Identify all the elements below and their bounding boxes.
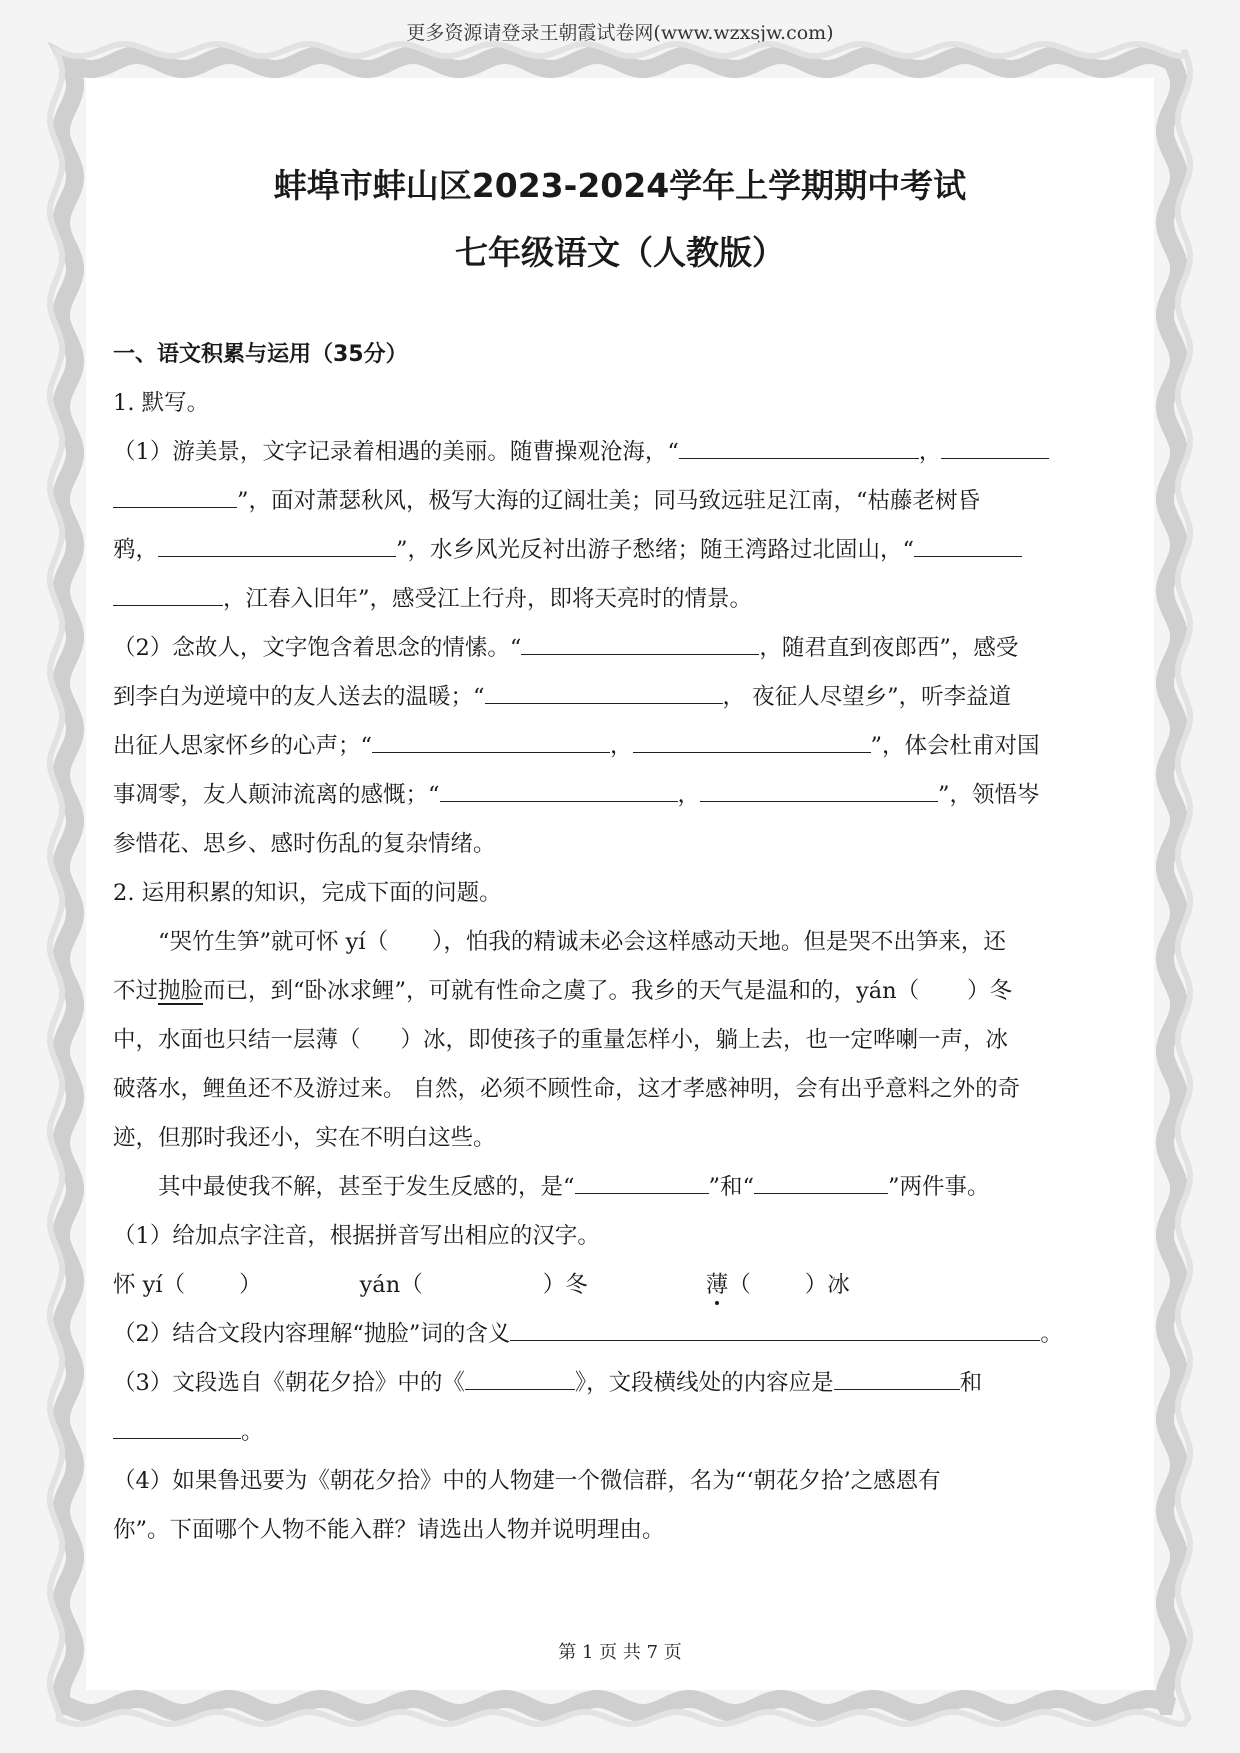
passage-line4: 破落水，鲤鱼还不及游过来。 自然，必须不顾性命，这才孝感神明，会有出乎意料之外的奇 [113,1076,1021,1102]
text: ） [239,1272,262,1298]
exam-subtitle: 七年级语文（人教版） [455,233,785,272]
answer-blank[interactable] [485,673,723,704]
text: ，江春入旧年”，感受江上行舟，即将天亮时的情景。 [223,586,753,612]
q1-part2-line5: 参惜花、思乡、感时伤乱的复杂情绪。 [113,831,496,857]
exam-content [113,330,1125,1555]
text: 鸦， [113,537,159,563]
answer-blank[interactable] [633,722,871,753]
text: ）冰 [804,1272,850,1298]
passage-line5: 迹，但那时我还小，实在不明白这些。 [113,1125,496,1151]
q1-part2-line4 [113,771,1125,820]
answer-blank[interactable] [113,477,237,508]
exam-title: 蚌埠市蚌山区2023-2024学年上学期期中考试 [273,166,967,205]
q2-sub4-line2: 你”。下面哪个人物不能入群？请选出人物并说明理由。 [113,1517,665,1543]
section-heading: 一、语文积累与运用（35分） [113,342,408,367]
q2-sub4-line1: （4）如果鲁迅要为《朝花夕拾》中的人物建一个微信群，名为“‘朝花夕拾’之感恩有 [113,1468,941,1494]
text: ”，面对萧瑟秋风，极写大海的辽阔壮美；同马致远驻足江南，“枯藤老树昏 [237,488,981,514]
text: ），怕我的精诚未必会这样感动天地。但是哭不出笋来，还 [432,929,1006,955]
underlined-word: 抛脸 [158,978,204,1004]
answer-blank[interactable] [113,575,223,606]
page-number: 第 1 页 共 7 页 [558,1642,682,1663]
answer-blank[interactable] [465,1359,575,1390]
answer-blank[interactable] [679,428,919,459]
text: 。 [1040,1321,1063,1347]
text: 怀 yí（ [113,1272,186,1298]
text: （2）结合文段内容理解“抛脸”词的含义 [113,1321,511,1347]
text: 不过 [113,978,159,1004]
text: ”两件事。 [888,1174,990,1200]
q1-part1-line4 [113,575,1125,624]
text: yán（ [359,1272,423,1298]
text: 和 [959,1370,983,1396]
text: 》，文段横线处的内容应是 [574,1370,834,1396]
answer-blank[interactable] [113,1408,241,1439]
text: 而已，到“卧冰求鲤”，可就有性命之虞了。我乡的天气是温和的，yán（ [203,978,920,1004]
text: ， 夜征人尽望乡”，听李益道 [722,684,1012,710]
text: ”，体会杜甫对国 [870,733,1040,759]
answer-blank[interactable] [914,526,1022,557]
text: 中，水面也只结一层薄（ [113,1027,361,1053]
text: （ [728,1272,751,1298]
q1-part2-line3 [113,722,1125,771]
answer-blank[interactable] [754,1163,888,1194]
q1-part2-line1 [113,624,1125,673]
q2-sub1-items [113,1261,1125,1310]
text: （2）念故人，文字饱含着思念的情愫。“ [113,635,522,661]
text: ， [918,439,942,465]
answer-blank[interactable] [510,1310,1040,1341]
q2-sub1-label: （1）给加点字注音，根据拼音写出相应的汉字。 [113,1223,600,1249]
answer-blank[interactable] [372,722,610,753]
text: ）冰，即使孩子的重量怎样小，躺上去，也一定哗喇一声，冰 [400,1027,1009,1053]
text: （1）游美景，文字记录着相遇的美丽。随曹操观沧海，“ [113,439,679,465]
q2-sub3-line1 [113,1359,1125,1408]
text: “哭竹生笋”就可怀 yí（ [158,929,389,955]
question-2-label: 2. 运用积累的知识，完成下面的问题。 [113,880,502,906]
answer-blank[interactable] [575,1163,709,1194]
text: （3）文段选自《朝花夕拾》中的《 [113,1370,465,1396]
passage-line3 [113,1016,1125,1065]
q2-sub2 [113,1310,1125,1359]
site-header-note: 更多资源请登录王朝霞试卷网(www.wzxsjw.com) [406,22,834,44]
text: 其中最使我不解，甚至于发生反感的，是“ [158,1174,575,1200]
text: 到李白为逆境中的友人送去的温暖；“ [113,684,485,710]
text: ，随君直到夜郎西”，感受 [759,635,1019,661]
answer-blank[interactable] [440,771,678,802]
passage-line6 [113,1163,1125,1212]
text: ）冬 [542,1272,588,1298]
text: 出征人思家怀乡的心声；“ [113,733,373,759]
text: ”，水乡风光反衬出游子愁绪；随王湾路过北固山，“ [396,537,915,563]
text: ， [610,733,633,759]
answer-blank[interactable] [158,526,396,557]
q1-part1-line1 [113,428,1125,477]
passage-line2 [113,967,1125,1016]
q1-part1-line3 [113,526,1125,575]
text: ）冬 [967,978,1013,1004]
dotted-character: 薄 [705,1272,729,1298]
answer-blank[interactable] [941,428,1049,459]
passage-line1 [113,918,1125,967]
question-1-label: 1. 默写。 [113,390,210,416]
q1-part1-line2 [113,477,1125,526]
answer-blank[interactable] [521,624,759,655]
text: ”，领悟岑 [938,782,1040,808]
q2-sub3-line2 [113,1408,1125,1457]
q1-part2-line2 [113,673,1125,722]
text: 。 [241,1419,264,1445]
text: ”和“ [708,1174,755,1200]
text: 事凋零，友人颠沛流离的感慨；“ [113,782,440,808]
text: ， [677,782,701,808]
answer-blank[interactable] [700,771,938,802]
answer-blank[interactable] [834,1359,960,1390]
